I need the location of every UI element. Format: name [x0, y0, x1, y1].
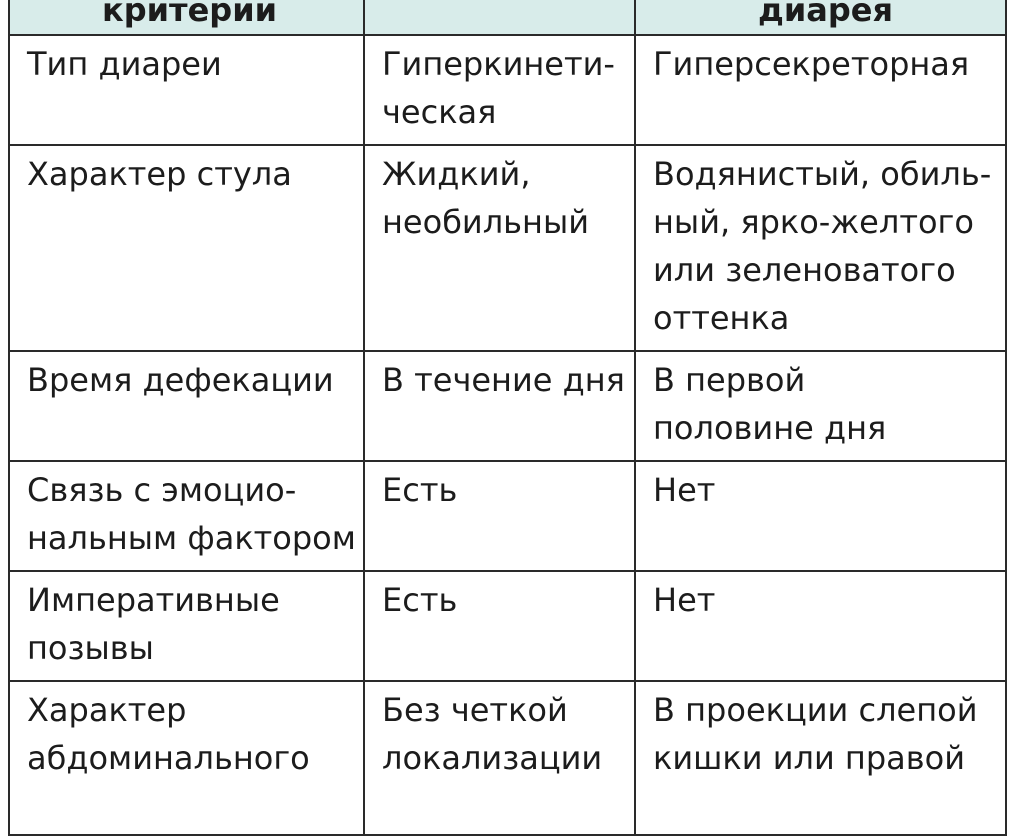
- column-2-cell: [364, 571, 635, 681]
- cell-text-line: Без четкой: [382, 691, 568, 729]
- column-3-cell: [635, 351, 1006, 461]
- cell-text-line: Тип диареи: [27, 45, 222, 83]
- table-header-row: [9, 0, 1006, 35]
- header-cell-column-2: [364, 0, 635, 35]
- table-row: [9, 145, 1006, 351]
- cell-text-line: В течение дня: [382, 361, 625, 399]
- column-2-cell: [364, 681, 635, 835]
- cell-text-line: Характер: [27, 691, 187, 729]
- column-3-cell: [635, 35, 1006, 145]
- cell-text-line: ческая: [382, 93, 497, 131]
- table-row: [9, 351, 1006, 461]
- cell-text-line: кишки или правой: [653, 739, 965, 777]
- cell-text-line: необильный: [382, 203, 590, 241]
- column-2-cell: [364, 461, 635, 571]
- diarrhea-comparison-table: [8, 0, 1007, 836]
- cell-text-line: половине дня: [653, 409, 887, 447]
- header-cell-criteria: критерии: [9, 0, 364, 35]
- cell-text-line: оттенка: [653, 299, 790, 337]
- column-3-cell: [635, 681, 1006, 835]
- column-2-cell: [364, 35, 635, 145]
- table-row: [9, 681, 1006, 835]
- column-3-cell: [635, 571, 1006, 681]
- cell-text-line: или зеленоватого: [653, 251, 956, 289]
- cell-text-line: Время дефекации: [27, 361, 334, 399]
- cell-text-line: Связь с эмоцио-: [27, 471, 297, 509]
- cell-text-line: Гиперкинети-: [382, 45, 615, 83]
- criterion-cell: [9, 351, 364, 461]
- column-2-cell: [364, 145, 635, 351]
- cell-text-line: Есть: [382, 581, 458, 619]
- criterion-cell: [9, 681, 364, 835]
- cell-text-line: Жидкий,: [382, 155, 531, 193]
- cell-text-line: Нет: [653, 581, 716, 619]
- cell-text-line: позывы: [27, 629, 154, 667]
- cell-text-line: В проекции слепой: [653, 691, 978, 729]
- criterion-cell: [9, 145, 364, 351]
- criterion-cell: [9, 461, 364, 571]
- header-cell-column-3: диарея: [635, 0, 1006, 35]
- cell-text-line: нальным фактором: [27, 519, 356, 557]
- cell-text-line: Гиперсекреторная: [653, 45, 970, 83]
- cell-text-line: Водянистый, обиль-: [653, 155, 992, 193]
- cell-text-line: Характер стула: [27, 155, 292, 193]
- cell-text-line: В первой: [653, 361, 806, 399]
- column-2-cell: [364, 351, 635, 461]
- table-row: [9, 571, 1006, 681]
- cell-text-line: ный, ярко-желтого: [653, 203, 974, 241]
- cell-text-line: локализации: [382, 739, 603, 777]
- cell-text-line: Императивные: [27, 581, 280, 619]
- cell-text-line: абдоминального: [27, 739, 310, 777]
- table-row: [9, 35, 1006, 145]
- table-row: [9, 461, 1006, 571]
- column-3-cell: [635, 145, 1006, 351]
- cell-text-line: Есть: [382, 471, 458, 509]
- cell-text-line: Нет: [653, 471, 716, 509]
- criterion-cell: [9, 571, 364, 681]
- criterion-cell: [9, 35, 364, 145]
- column-3-cell: [635, 461, 1006, 571]
